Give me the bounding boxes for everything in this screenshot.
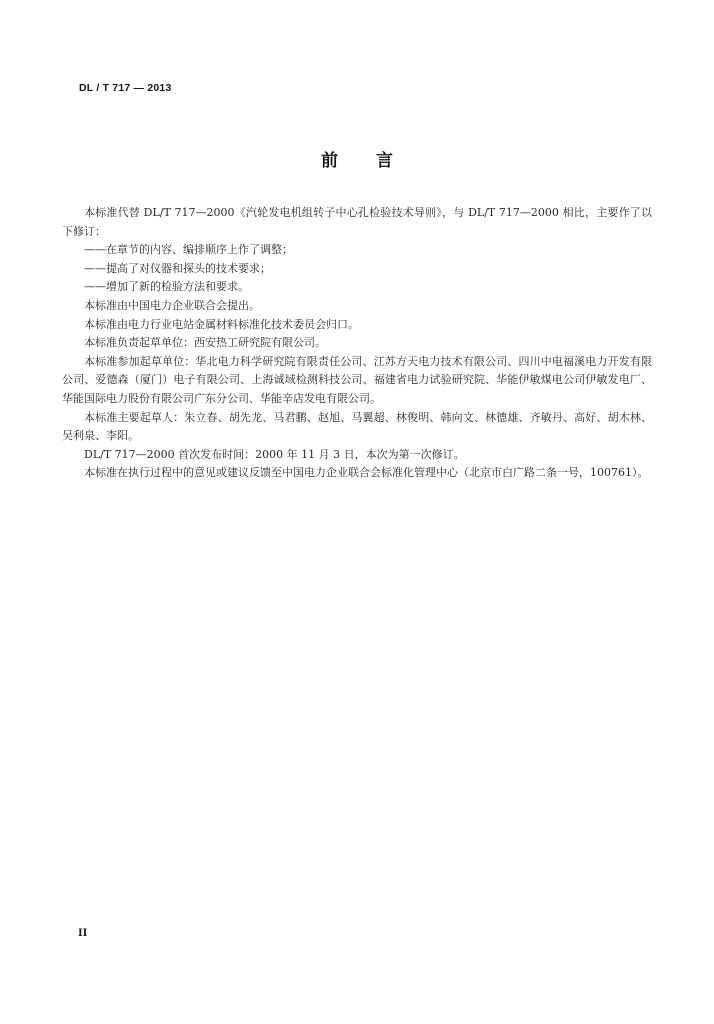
foreword-body (62, 204, 652, 483)
paragraph-feedback: 本标准在执行过程中的意见或建议反馈至中国电力企业联合会标准化管理中心（北京市白广路二条一号，100761）。 (84, 466, 649, 480)
paragraph-main-drafters: 本标准主要起草人：朱立春、胡先龙、马君鹏、赵旭、马翼超、林俊明、韩向文、林德雄、齐敏丹、高好、胡木林、吴利泉、李阳。 (62, 410, 652, 443)
page-number: II (78, 928, 88, 939)
page-title: 前言 (321, 151, 431, 171)
standard-code-header: DL / T 717 — 2013 (79, 82, 172, 94)
paragraph-participating-drafters: 本标准参加起草单位：华北电力科学研究院有限责任公司、江苏方天电力技术有限公司、四川中电福溪电力开发有限公司、爱德森（厦门）电子有限公司、上海诚域检测科技公司、福建省电力试验研究院、华能伊敏煤电公司伊敏发电厂、华能国际电力股份有限公司广东分公司、华能辛店发电有限公司。 (62, 354, 652, 405)
paragraph-committee: 本标准由电力行业电站金属材料标准化技术委员会归口。 (84, 317, 359, 331)
paragraph-first-release: DL/T 717—2000 首次发布时间：2000 年 11 月 3 日，本次为第一次修订。 (84, 447, 465, 461)
paragraph-proposer: 本标准由中国电力企业联合会提出。 (84, 298, 260, 312)
paragraph-lead-drafter: 本标准负责起草单位：西安热工研究院有限公司。 (84, 336, 326, 350)
list-item-revision-1: ——在章节的内容、编排顺序上作了调整； (84, 243, 293, 257)
paragraph-replacement-note: 本标准代替 DL/T 717—2000《汽轮发电机组转子中心孔检验技术导则》，与 DL/T 717—2000 相比，主要作了以下修订： (62, 206, 652, 238)
list-item-revision-2: ——提高了对仪器和探头的技术要求； (84, 261, 271, 275)
list-item-revision-3: ——增加了新的检验方法和要求。 (84, 280, 249, 294)
